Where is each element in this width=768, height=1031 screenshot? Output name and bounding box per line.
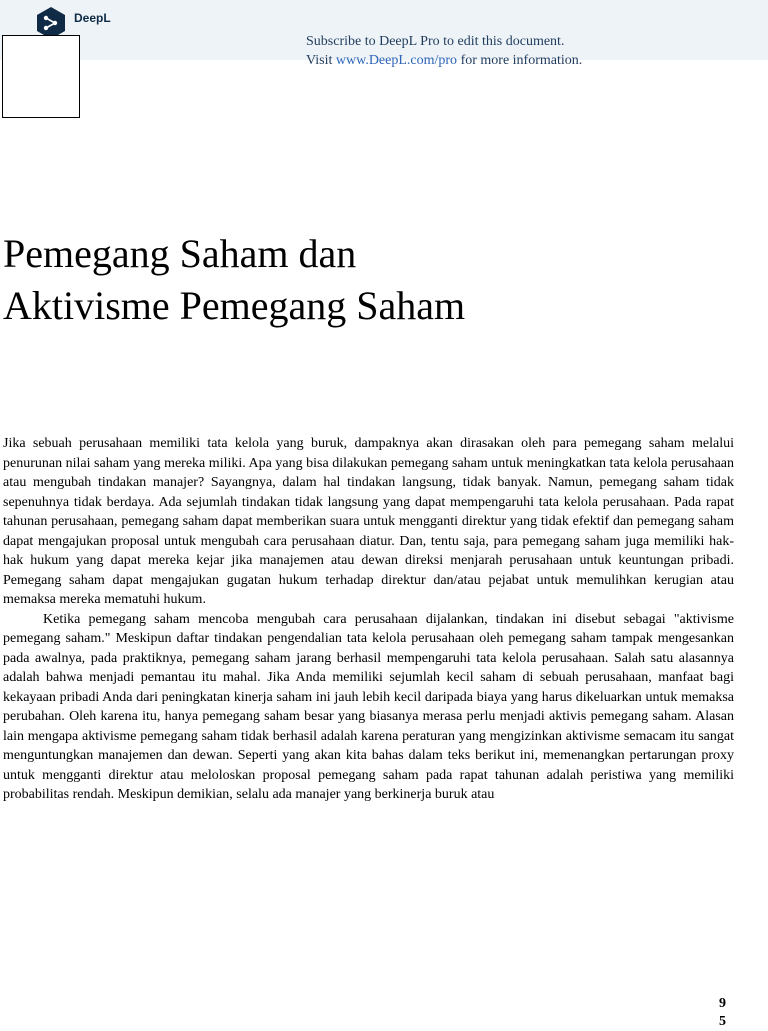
page-number: 95 [719, 996, 726, 1029]
notice-line-1: Subscribe to DeepL Pro to edit this document. [306, 34, 565, 49]
subscribe-notice [306, 32, 582, 70]
deepl-pro-link[interactable]: www.DeepL.com/pro [335, 53, 458, 68]
title-line-2: Aktivisme Pemegang Saham [3, 283, 466, 328]
paragraph-2: Ketika pemegang saham mencoba mengubah cara perusahaan dijalankan, tindakan ini disebut sebagai "aktivisme pemegang saham." Meskipun daftar tindakan pengendalian tata kelola perusahaan oleh pemegang saham tampak mengesankan pada awalnya, pada praktiknya, pemegang saham jarang berhasil mempengaruhi tata kelola perusahaan. Salah satu alasannya adalah bahwa menjadi pemantau itu mahal. Jika Anda memiliki sejumlah kecil saham di sebuah perusahaan, manfaat bagi kekayaan pribadi Anda dari peningkatan kinerja saham ini jauh lebih kecil daripada biaya yang harus dikeluarkan untuk memaksa perubahan. Oleh karena itu, hanya pemegang saham besar yang biasanya merasa perlu menjadi aktivis pemegang saham. Alasan lain mengapa aktivisme pemegang saham tidak berhasil adalah karena peraturan yang mengizinkan aktivisme semacam itu sangat menguntungkan manajemen dan dewan. Seperti yang akan kita bahas dalam teks berikut ini, memenangkan pertarungan proxy untuk mengganti direktur atau meloloskan proposal pemegang saham pada rapat tahunan adalah peristiwa yang memiliki probabilitas rendah. Meskipun demikian, selalu ada manajer yang berkinerja buruk atau [3, 611, 734, 802]
paragraph-1: Jika sebuah perusahaan memiliki tata kelola yang buruk, dampaknya akan dirasakan oleh para pemegang saham melalui penurunan nilai saham yang mereka miliki. Apa yang bisa dilakukan pemegang saham untuk meningkatkan tata kelola perusahaan atau mengubah tindakan manajer? Sayangnya, dalam hal tindakan langsung, tidak banyak. Namun, pemegang saham tidak sepenuhnya tidak berdaya. Ada sejumlah tindakan tidak langsung yang dapat mempengaruhi tata kelola perusahaan. Pada rapat tahunan perusahaan, pemegang saham dapat memberikan suara untuk mengganti direktur yang tidak efektif dan pemegang saham dapat mengajukan proposal untuk mengubah cara perusahaan diatur. Dan, tentu saja, para pemegang saham juga memiliki hak-hak hukum yang dapat mereka kejar jika manajemen atau dewan direksi menjarah perusahaan untuk keuntungan pribadi. Pemegang saham dapat mengajukan gugatan hukum terhadap direktur dan/atau pejabat untuk memulihkan kerugian atau memaksa mereka mematuhi hukum. [3, 436, 734, 607]
image-placeholder [2, 35, 80, 118]
notice-suffix-text: for more information. [460, 53, 583, 68]
deepl-banner [0, 0, 768, 68]
document-title [3, 228, 643, 332]
notice-visit-text: Visit [306, 53, 333, 68]
title-line-1: Pemegang Saham dan [3, 231, 357, 276]
document-body [3, 434, 734, 805]
logo-text: DeepL [74, 11, 111, 25]
notice-line-2 [306, 51, 582, 70]
